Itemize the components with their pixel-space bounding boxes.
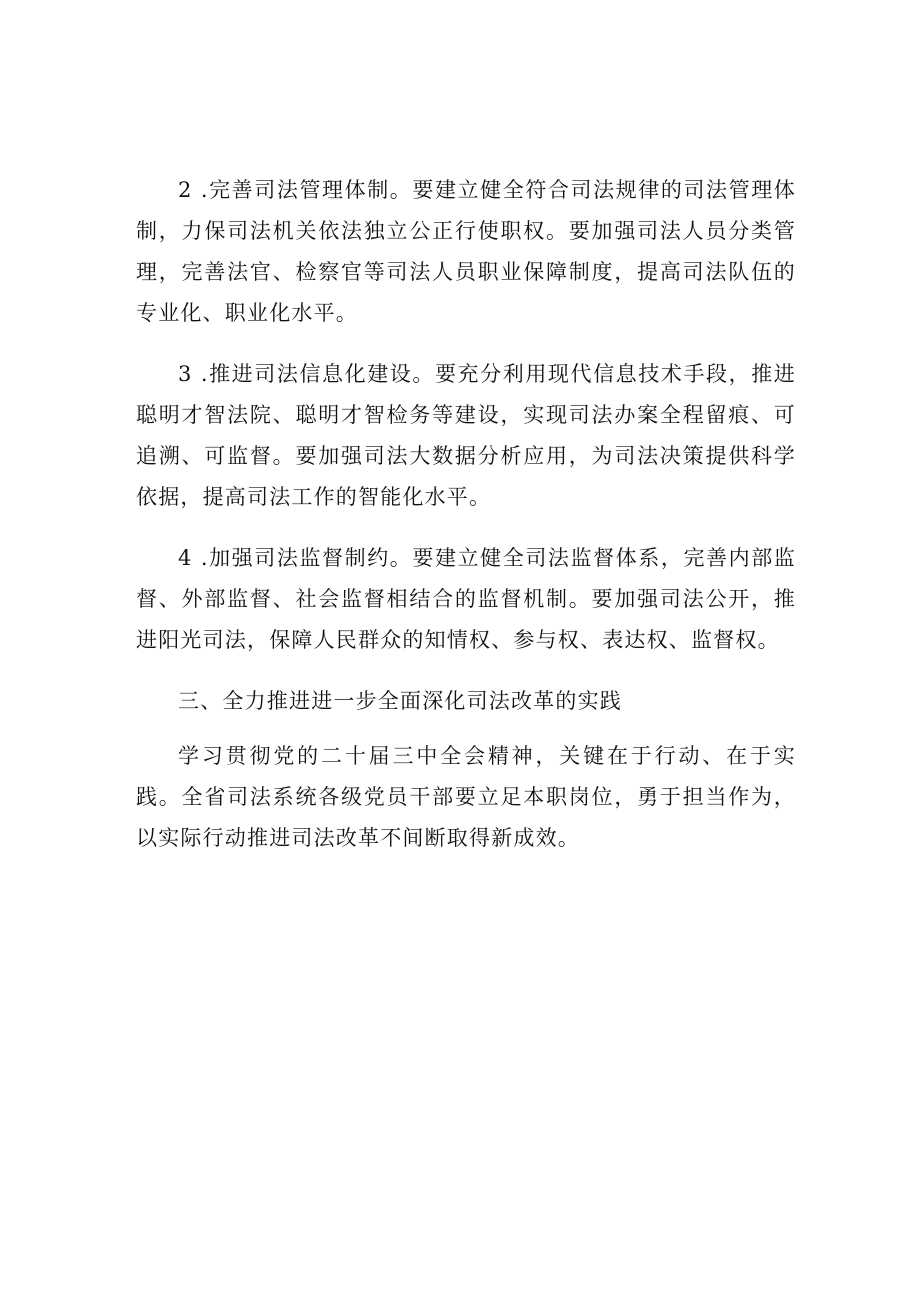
paragraph-judicial-management: 2 .完善司法管理体制。要建立健全符合司法规律的司法管理体制，力保司法机关依法独立公正行使职权。要加强司法人员分类管理，完善法官、检察官等司法人员职业保障制度，提高司法队伍的专业化、职业化水平。 (136, 178, 796, 325)
paragraph-judicial-supervision: 4 .加强司法监督制约。要建立健全司法监督体系，完善内部监督、外部监督、社会监督相结合的监督机制。要加强司法公开，推进阳光司法，保障人民群众的知情权、参与权、表达权、监督权。 (136, 546, 796, 652)
section-heading-3: 三、全力推进进一步全面深化司法改革的实践 (178, 689, 622, 713)
paragraph-practice: 学习贯彻党的二十届三中全会精神，关键在于行动、在于实践。全省司法系统各级党员干部要立足本职岗位，勇于担当作为，以实际行动推进司法改革不间断取得新成效。 (136, 744, 796, 850)
document-body (136, 170, 796, 879)
paragraph-judicial-informatization: 3 .推进司法信息化建设。要充分利用现代信息技术手段，推进聪明才智法院、聪明才智检务等建设，实现司法办案全程留痕、可追溯、可监督。要加强司法大数据分析应用，为司法决策提供科学依据，提高司法工作的智能化水平。 (136, 362, 796, 509)
